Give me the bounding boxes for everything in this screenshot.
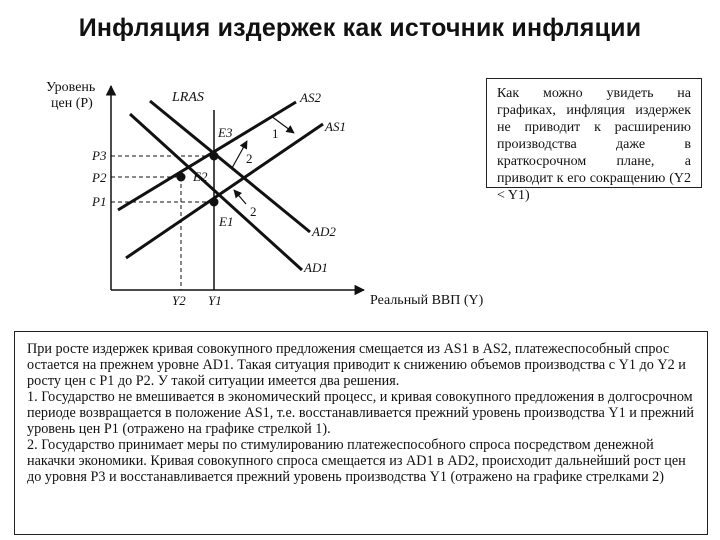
point-e3 <box>210 152 219 161</box>
ad2-curve <box>150 101 310 232</box>
point-e1 <box>210 198 219 207</box>
y2-label: Y2 <box>172 293 186 308</box>
as2-label: AS2 <box>300 90 321 105</box>
arrow-2-lower-label: 2 <box>250 204 257 219</box>
p2-label: P2 <box>92 170 107 185</box>
arrow-2-upper-label: 2 <box>246 151 253 166</box>
explanation-option-2: 2. Государство принимает меры по стимулированию платежеспособного спроса посредством денежной накачки экономики. Кривая совокупного спроса смещается из AD1 в AD2, происходит дальнейший рост цен до уровня P3 и восстанавливается прежний уровень производства Y1 (отражено на графике стрелками 2) <box>27 437 686 485</box>
arrow-2-upper <box>232 141 247 168</box>
explanation-box <box>14 331 708 535</box>
page-title: Инфляция издержек как источник инфляции <box>78 14 642 42</box>
explanation-option-1: 1. Государство не вмешивается в экономический процесс, и кривая совокупного предложения в долгосрочном периоде возвращается в положение AS1, т.е. восстанавливается прежний уровень производства Y1 и прежний уровень цен P1 (отражено на графике стрелкой 1). <box>27 389 694 437</box>
y-axis-label-line2: цен (P) <box>51 96 93 111</box>
arrow-2-lower <box>234 190 246 204</box>
as2-curve <box>118 102 296 210</box>
arrow-1-label: 1 <box>272 126 279 141</box>
as1-label: AS1 <box>325 119 346 134</box>
y-axis-label-line1: Уровень <box>46 80 96 95</box>
e2-label: E2 <box>193 169 208 184</box>
p1-label: P1 <box>92 194 107 209</box>
ad1-label: AD1 <box>304 260 328 275</box>
e3-label: E3 <box>218 125 233 140</box>
p3-label: P3 <box>92 148 107 163</box>
ad2-label: AD2 <box>312 224 336 239</box>
x-axis-label: Реальный ВВП (Y) <box>370 293 484 308</box>
note-box: Как можно увидеть на графиках, инфляция издержек не приводит к расширению производства даже в краткосрочном плане, а приводит к его сокращению (Y2 < Y1) <box>486 78 702 188</box>
explanation-paragraph: При росте издержек кривая совокупного предложения смещается из AS1 в AS2, платежеспособный спрос остается на прежнем уровне AD1. Такая ситуация приводит к снижению объемов производства с Y1 до Y2 и росту цен с P1 до P2. У такой ситуации имеется два решения. <box>27 341 686 389</box>
y1-label: Y1 <box>208 293 222 308</box>
lras-label: LRAS <box>172 90 204 105</box>
point-e2 <box>177 173 186 182</box>
e1-label: E1 <box>219 214 234 229</box>
